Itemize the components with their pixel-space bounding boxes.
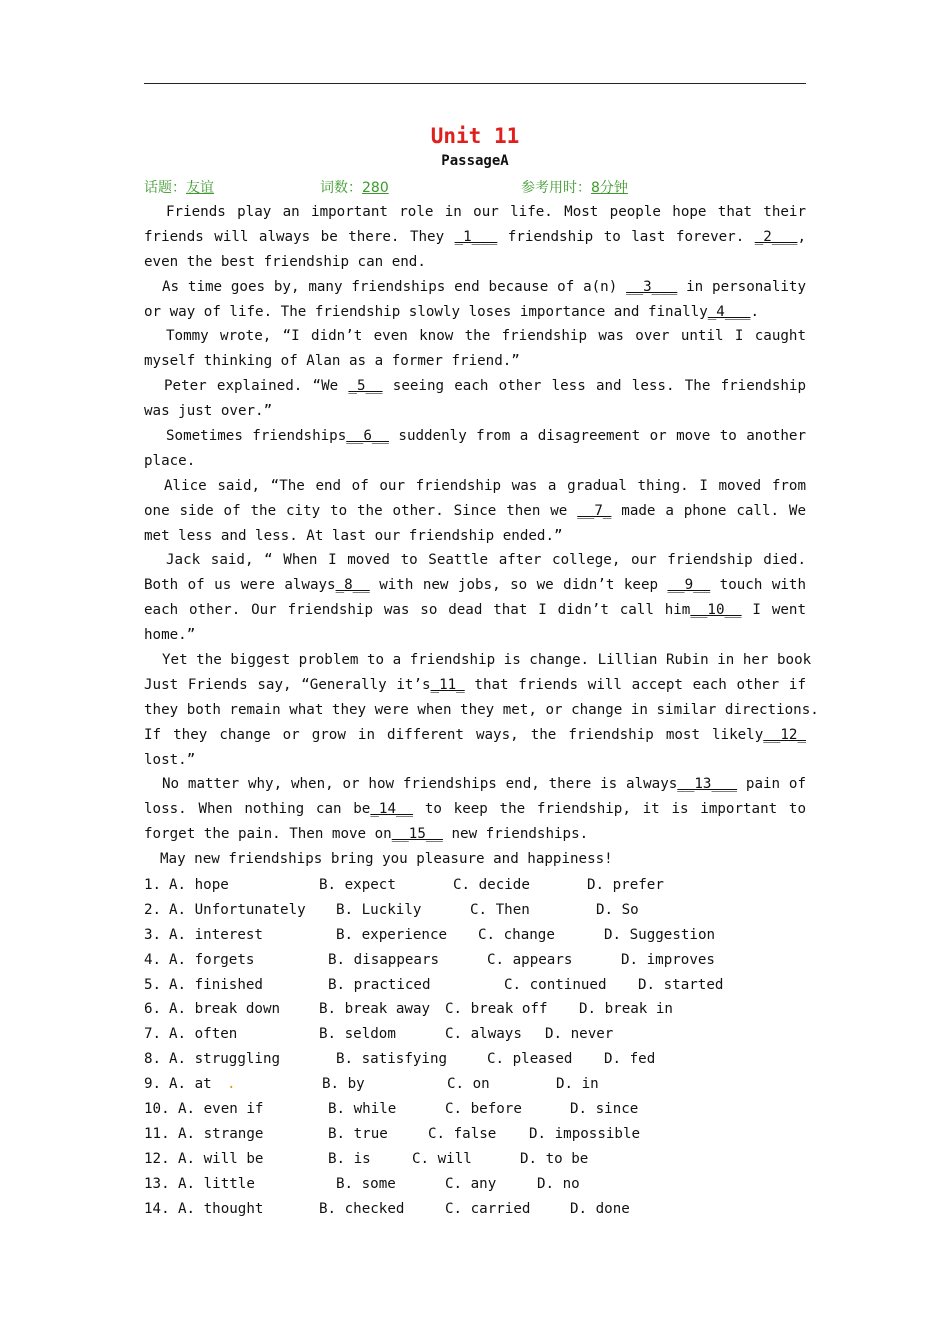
blank-13: __13___ [677,776,738,793]
time-label: 参考用时： [521,180,591,196]
passage-line: As time goes by, many friendships end because of a(n) __3___ in personality [162,278,806,295]
blank-4: _4___ [707,303,751,320]
option-row: 5. A. finished B. practiced C. continued D. started [144,976,724,993]
passage-line: loss. When nothing can be_14__ to keep the friendship, it is important to [144,801,806,818]
passage-line: Alice said, “The end of our friendship was a gradual thing. I moved from [164,477,806,494]
passage-line: lost.” [144,751,196,768]
passage-line: Tommy wrote, “I didn’t even know the friendship was over until I caught [166,328,806,345]
time-info [521,177,628,197]
header-rule [144,83,806,84]
passage-line: No matter why, when, or how friendships end, there is always__13___ pain of [162,776,806,793]
passage-line: myself thinking of Alan as a former friend.” [144,353,520,370]
passage-line: they both remain what they were when they met, or change in similar directions. [144,701,819,718]
option-row: 14. A. thought B. checked C. carried D. done [144,1200,630,1217]
passage-line: home.” [144,627,196,644]
word-count-label: 词数： [320,180,362,196]
option-row: 7. A. often B. seldom C. always D. never [144,1026,614,1043]
topic-info [144,177,214,197]
option-row: 3. A. interest B. experience C. change D. Suggestion [144,926,716,943]
option-row: 1. A. hope B. expect C. decide D. prefer [144,877,664,893]
passage-line: each other. Our friendship was so dead that I didn’t call him__10__ I went [144,602,806,619]
passage-line: Yet the biggest problem to a friendship is change. Lillian Rubin in her book [162,652,812,669]
topic-value: 友谊 [186,180,214,196]
blank-14: _14__ [370,801,414,818]
blank-1: _1___ [454,228,498,245]
blank-8: _8__ [335,577,370,594]
passage-meta [144,177,806,197]
option-row: 12. A. will be B. is C. will D. to be [144,1150,589,1167]
passage-line: Both of us were always_8__ with new jobs, so we didn’t keep __9__ touch with [144,577,806,594]
blank-3: __3___ [626,278,678,295]
unit-title: Unit 11 [430,124,520,148]
passage-body [144,200,819,872]
passage-title: PassageA [441,153,509,169]
option-row: 4. A. forgets B. disappears C. appears D. improves [144,951,715,968]
option-row: 6. A. break down B. break away C. break off D. break in [144,1001,673,1018]
topic-label: 话题： [144,180,186,196]
passage-line: Friends play an important role in our life. Most people hope that their [166,204,806,220]
time-value: 8分钟 [591,180,628,196]
passage-line: Jack said, “ When I moved to Seattle after college, our friendship died. [166,552,806,569]
blank-15: __15__ [391,826,443,843]
passage-line: Sometimes friendships__6__ suddenly from a disagreement or move to another [166,428,807,445]
passage-line: or way of life. The friendship slowly loses importance and finally_4___. [144,303,760,320]
option-row: 2. A. Unfortunately B. Luckily C. Then D. So [144,901,639,918]
option-row: 10. A. even if B. while C. before D. since [144,1101,639,1118]
passage-line: May new friendships bring you pleasure and happiness! [160,851,613,868]
blank-10: __10__ [690,602,742,619]
passage-line: friends will always be there. They _1___ friendship to last forever. _2___, [144,228,806,245]
word-count-info [320,177,389,197]
passage-line: Just Friends say, “Generally it’s_11_ that friends will accept each other if [144,676,807,693]
passage-line: place. [144,452,196,469]
blank-5: _5__ [348,378,383,395]
option-row: 8. A. struggling B. satisfying C. pleased D. fed [144,1051,656,1068]
blank-7: __7_ [577,502,612,519]
option-row: 9. A. at . B. by C. on D. in [144,1072,806,1097]
blank-6: __6__ [346,428,389,445]
option-row: 11. A. strange B. true C. false D. impossible [144,1125,641,1142]
passage-line: met less and less. At last our friendship ended.” [144,527,563,544]
passage-line: If they change or grow in different ways, the friendship most likely__12_ [144,726,806,743]
passage-line: Peter explained. “We _5__ seeing each other less and less. The friendship [164,378,806,395]
blank-12: __12_ [763,726,806,743]
passage-line: was just over.” [144,403,273,420]
option-row: 13. A. little B. some C. any D. no [144,1175,580,1192]
answer-options [144,873,806,1221]
passage-line: one side of the city to the other. Since then we __7_ made a phone call. We [144,502,806,519]
blank-2: _2___ [754,228,798,245]
blank-9: __9__ [667,577,711,594]
word-count-value: 280 [362,180,389,196]
stray-dot: . [227,1076,236,1093]
blank-11: _11_ [430,676,465,693]
passage-line: even the best friendship can end. [144,253,426,270]
passage-line: forget the pain. Then move on__15__ new friendships. [144,826,589,843]
